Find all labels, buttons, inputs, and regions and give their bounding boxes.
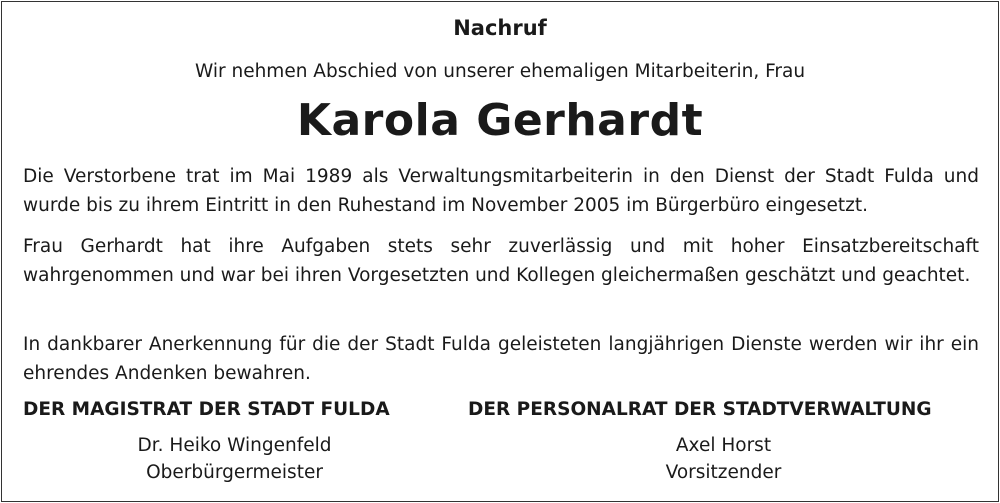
paragraph-remembrance: In dankbarer Anerkennung für die der Stadt Fulda geleisteten langjährigen Dienste werden wir ihr ein ehrendes Andenken bewahren. <box>23 334 979 384</box>
signatory-person-magistrat: Dr. Heiko Wingenfeld <box>137 435 332 456</box>
intro-line: Wir nehmen Abschied von unserer ehemaligen Mitarbeiterin, Frau <box>194 61 806 82</box>
signatory-role-personalrat: Vorsitzender <box>665 462 782 483</box>
signatory-person-personalrat: Axel Horst <box>675 435 772 456</box>
signatory-role-magistrat: Oberbürgermeister <box>146 462 323 483</box>
paragraph-appreciation: Frau Gerhardt hat ihre Aufgaben stets sehr zuverlässig und mit hoher Einsatzbereitschaft wahrgenommen und war bei ihren Vorgesetzten und Kollegen gleichermaßen geschätzt und geachtet. <box>23 236 979 286</box>
notice-heading: Nachruf <box>453 16 547 40</box>
deceased-name: Karola Gerhardt <box>296 95 704 146</box>
signatory-organization-magistrat: DER MAGISTRAT DER STADT FULDA <box>23 399 390 420</box>
signatory-organization-personalrat: DER PERSONALRAT DER STADTVERWALTUNG <box>468 399 932 420</box>
paragraph-service: Die Verstorbene trat im Mai 1989 als Verwaltungsmitarbeiterin in den Dienst der Stadt Fulda und wurde bis zu ihrem Eintritt in den Ruhestand im November 2005 im Bürgerbüro eingesetzt. <box>23 166 979 216</box>
obituary-frame <box>1 1 999 502</box>
